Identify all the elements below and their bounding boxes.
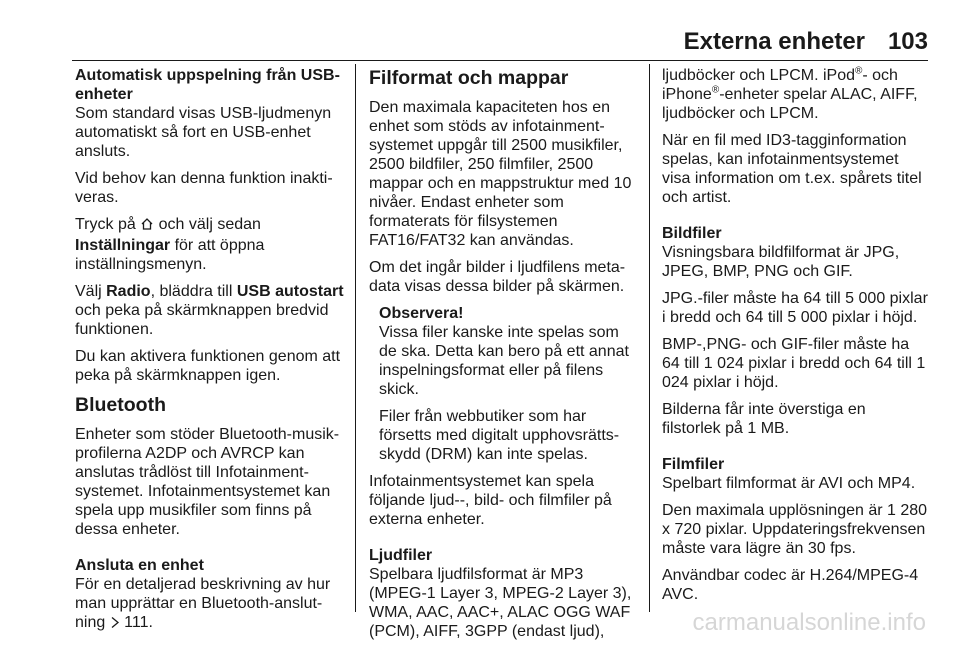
column-divider-2 (649, 64, 650, 612)
autoplay-heading: Automatisk uppspelning från USB-enheter (75, 67, 340, 103)
note-heading: Observera! (379, 305, 464, 322)
column-divider-1 (355, 64, 356, 612)
text: -enheter spelar ALAC, AIFF, ljudböcker och LPCM. (662, 86, 918, 122)
file-formats-paragraph-1: Den maximala kapaciteten hos en enhet som stöds av infotainment-systemet uppgår till 2500 musikfiler, 2500 bildfiler, 250 filmfiler, 2500 mappar och en mappstruktur med 10 nivåer. Endast enheter som formaterats för filsystemen FAT16/FAT32 kan användas. (369, 99, 632, 249)
header-divider (72, 60, 928, 61)
text: För en detaljerad beskrivning av hur man upprättar en Bluetooth-anslut-ning (75, 576, 331, 631)
autoplay-paragraph-3 (75, 215, 345, 274)
image-files-paragraph-4: Bilderna får inte överstiga en filstorlek på 1 MB. (662, 401, 866, 437)
column-3 (662, 66, 928, 612)
registered-mark: ® (854, 65, 863, 77)
connect-device-heading: Ansluta en enhet (75, 557, 204, 574)
film-files-paragraph-1: Spelbart filmformat är AVI och MP4. (662, 475, 916, 492)
note-paragraph-2: Filer från webbutiker som har försetts med digitalt upphovsrätts-skydd (DRM) kan inte spelas. (379, 408, 620, 463)
text: Välj (75, 283, 107, 300)
image-files-paragraph-3: BMP-,PNG- och GIF-filer måste ha 64 till 1 024 pixlar i bredd och 64 till 1 024 pixlar i höjd. (662, 336, 926, 391)
autoplay-paragraph-2: Vid behov kan denna funktion inakti-veras. (75, 170, 333, 206)
id3-paragraph: När en fil med ID3-tagginformation spelas, kan infotainmentsystemet visa information om t.ex. spårets titel och artist. (662, 132, 922, 206)
column-2 (369, 66, 635, 649)
text: Tryck på (75, 216, 141, 233)
page-header-title: Externa enheter (683, 28, 865, 55)
image-files-paragraph-1: Visningsbara bildfilformat är JPG, JPEG, BMP, PNG och GIF. (662, 244, 900, 280)
page-number: 103 (887, 28, 928, 55)
autoplay-paragraph-5: Du kan aktivera funktionen genom att peka på skärmknappen igen. (75, 348, 341, 384)
note-box (369, 304, 635, 464)
bluetooth-heading: Bluetooth (75, 394, 166, 416)
text: för att öppna inställningsmenyn. (75, 237, 265, 273)
registered-mark: ® (711, 84, 720, 96)
connect-device-paragraph (75, 575, 345, 634)
file-formats-paragraph-3: Infotainmentsystemet kan spela följande ljud--, bild- och filmfiler på externa enheter. (369, 473, 612, 528)
file-formats-heading: Filformat och mappar (369, 67, 569, 89)
text: och peka på skärmknappen bredvid funktionen. (75, 302, 329, 338)
film-files-heading: Filmfiler (662, 456, 725, 473)
image-files-heading: Bildfiler (662, 225, 722, 242)
usb-autostart-label: USB autostart (236, 283, 344, 300)
film-files-paragraph-2: Den maximala upplösningen är 1 280 x 720 pixlar. Uppdateringsfrekvensen måste vara lägre än 30 fps. (662, 502, 928, 557)
page-reference-arrow-icon (110, 615, 120, 634)
image-files-paragraph-2: JPG.-filer måste ha 64 till 5 000 pixlar i bredd och 64 till 5 000 pixlar i höjd. (662, 290, 928, 326)
text: - och iPhone (662, 67, 898, 103)
home-icon (140, 217, 154, 236)
radio-label: Radio (106, 283, 151, 300)
text: ljudböcker och LPCM. iPod (662, 67, 855, 84)
text: 111. (119, 614, 153, 631)
note-paragraph-1: Vissa filer kanske inte spelas som de ska. Detta kan bero på ett annat inspelningsformat eller på filens skick. (379, 324, 629, 398)
ipod-paragraph (662, 66, 928, 123)
bluetooth-paragraph: Enheter som stöder Bluetooth-musik-profilerna A2DP och AVRCP kan anslutas trådlöst till Infotainment-systemet. Infotainmentsystemet kan spela upp musikfiler som finns på dessa enheter. (75, 426, 340, 538)
autoplay-paragraph-4 (75, 282, 345, 339)
text: och välj sedan (154, 216, 261, 233)
column-1 (75, 66, 345, 642)
file-formats-paragraph-2: Om det ingår bilder i ljudfilens meta-data visas dessa bilder på skärmen. (369, 259, 626, 295)
audio-files-paragraph: Spelbara ljudfilsformat är MP3 (MPEG-1 Layer 3, MPEG-2 Layer 3), WMA, AAC, AAC+, ALAC OGG WAF (PCM), AIFF, 3GPP (endast ljud), (369, 566, 632, 640)
audio-files-heading: Ljudfiler (369, 547, 433, 564)
text: , bläddra till (150, 283, 237, 300)
autoplay-paragraph-1: Som standard visas USB-ljudmenyn automatiskt så fort en USB-enhet ansluts. (75, 105, 332, 160)
watermark: carmanualsonline.info (692, 609, 926, 636)
film-files-paragraph-3: Användbar codec är H.264/MPEG-4 AVC. (662, 567, 919, 603)
settings-label: Inställningar (75, 237, 171, 254)
